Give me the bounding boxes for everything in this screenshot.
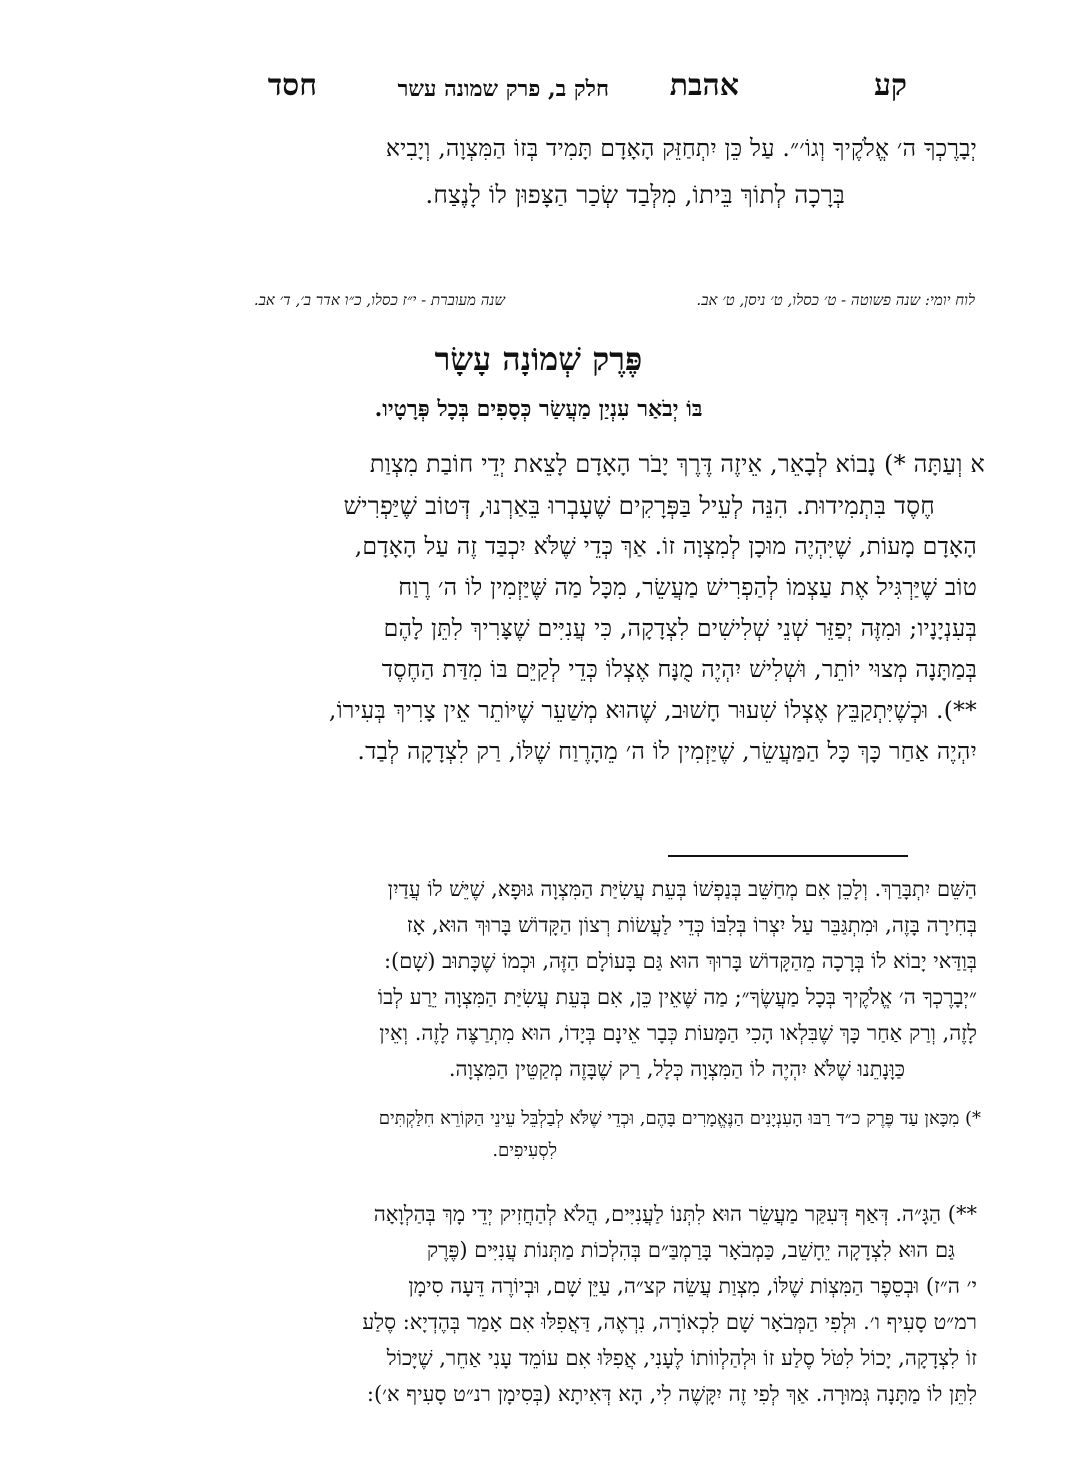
footnote-line-1: הַשֵּׁם יִתְבָּרַךְ. וְלָכֵן אִם מְחַשֵּׁב בְּנַפְשׁוֹ בְּעֵת עֲשִׂיַּת הַמִּצְוָה גּוּפָא, שֶׁיֵּשׁ לוֹ עֲדַיִן — [387, 877, 977, 901]
footnote-line-2: בְּחִירָה בָּזֶה, וּמִתְגַּבֵּר עַל יִצְרוֹ בְּלִבּוֹ כְּדֵי לַעֲשׂוֹת רְצוֹן הַקָּדוֹשׁ בָּרוּךְ הוּא, אָז — [406, 913, 977, 937]
chapter-subtitle: בּוֹ יְבֹאַר עִנְיַן מַעֲשַׂר כְּסָפִים בְּכָל פְּרָטָיו. — [374, 396, 703, 422]
note-double-line-5: זוֹ לִצְדָקָה, יָכוֹל לִטֹּל סֶלַע זוֹ וּלְהַלְווֹתוֹ לֶעָנִי, אֲפִלּוּ אִם עוֹמֵד עָנִי אַחֵר, שֶׁיָּכוֹל — [386, 1346, 977, 1370]
chapter-title: פֶּרֶק שְׁמוֹנָה עָשָׂר — [434, 340, 643, 378]
header-section: אהבת — [669, 68, 739, 103]
header-part-chapter: חלק ב, פרק שמונה עשר — [397, 76, 609, 102]
body-line-7: **). וּכְשֶׁיִּתְקַבֵּץ אֶצְלוֹ שִׁעוּר חָשׁוּב, שֶׁהוּא מְשַׁעֵר שֶׁיּוֹתֵר אֵין צָרִיךְ בְּעִירוֹ, — [328, 696, 977, 724]
luach-schedule: לוח יומי: שנה פשוטה - ט׳ כסלו, ט׳ ניסן, ט׳ אב. — [696, 291, 975, 309]
footnote-separator — [668, 855, 908, 857]
footnote-line-5: לָזֶה, וְרַק אַחַר כָּךְ שֶׁבִּלְאו הָכִי הַמָּעוֹת כְּבָר אֵינָם בְּיָדוֹ, הוּא מִתְרַצֶּה לָזֶה. וְאֵין — [379, 1021, 977, 1045]
body-line-5: בְּעִנְיָנָיו; וּמִזֶּה יְפַזֵּר שְׁנֵי שְׁלִישִׁים לִצְדָקָה, כִּי עֲנִיִּים שֶׁצָּרִיךְ לִתֵּן לָהֶם — [383, 614, 977, 642]
body-line-1: א וְעַתָּה *) נָבוֹא לְבָאֵר, אֵיזֶה דֶּרֶךְ יָבֹר הָאָדָם לָצֵאת יְדֵי חוֹבַת מִצְוַת — [369, 450, 985, 478]
footnote-line-4: ״יְבָרֶכְךָ ה׳ אֱלֹקֶיךָ בְּכָל מַעֲשֶׂךָ״; מַה שֶּׁאֵין כֵּן, אִם בְּעֵת עֲשִׂיַּת הַמִּצְוָה יֵרַע לְבוֹ — [377, 985, 977, 1009]
note-star-line-1: *) מִכָּאן עַד פֶּרֶק כ״ד רַבּוּ הָעִנְיָנִים הַנֶּאֱמָרִים בָּהֶם, וּכְדֵי שֶׁלֹּא לְבַלְבֵּל עֵינֵי הַקּוֹרֵא חִלַּקְתִּים — [378, 1108, 981, 1129]
note-star-line-2: לִסְעִיפִים. — [492, 1140, 557, 1161]
footnote-line-6: כַּוָּנָתֵנוּ שֶׁלֹּא יִהְיֶה לוֹ הַמִּצְוָה כְּלָל, רַק שֶׁבָּזֶה מְקַטֵּין הַמִּצְוָה. — [448, 1057, 905, 1081]
footnote-line-3: בְּוַדַּאי יָבוֹא לוֹ בְּרָכָה מֵהַקָּדוֹשׁ בָּרוּךְ הוּא גַּם בָּעוֹלָם הַזֶּה, וּכְמוֹ שֶׁכָּתוּב (שָׁם): — [383, 949, 977, 973]
page-number: קע — [873, 68, 907, 103]
note-double-line-4: רמ״ט סָעִיף ו׳. וּלְפִי הַמְּבֹאָר שָׁם לִכְאוֹרָה, נִרְאֶה, דַּאֲפִלּוּ אִם אָמַר בְּהֶדְיָא: סֶלַע — [362, 1310, 977, 1334]
header-book: חסד — [267, 68, 317, 103]
body-line-2: חֶסֶד בִּתְמִידוּת. הִנֵּה לְעֵיל בַּפְּרָקִים שֶׁעָבְרוּ בֵּאַרְנוּ, דְּטוֹב שֶׁיַּפְרִישׁ — [343, 491, 935, 520]
body-line-6: בְּמַתָּנָה מְצוּי יוֹתֵר, וּשְׁלִישׁ יִהְיֶה מֻנָּח אֶצְלוֹ כְּדֵי לְקַיֵּם בּוֹ מִדַּת הַחֶסֶד — [381, 655, 977, 683]
body-line-8: יִהְיֶה אַחַר כָּךְ כָּל הַמַּעֲשֵׂר, שֶׁיַּזְמִין לוֹ ה׳ מֵהָרֶוַח שֶׁלּוֹ, רַק לִצְדָקָה לְבַד. — [357, 737, 977, 765]
top-line-2: בְּרָכָה לְתוֹךְ בֵּיתוֹ, מִלְּבַד שְׂכַר הַצָּפוּן לוֹ לָנֶצַח. — [425, 180, 845, 209]
body-line-4: טוֹב שֶׁיַּרְגִּיל אֶת עַצְמוֹ לְהַפְרִישׁ מַעֲשֵׂר, מִכָּל מַה שֶּׁיַּזְמִין לוֹ ה׳ רֶוַח — [398, 573, 977, 601]
body-line-3: הָאָדָם מָעוֹת, שֶׁיִּהְיֶה מוּכָן לְמִצְוָה זוֹ. אַךְ כְּדֵי שֶׁלֹּא יִכְבַּד זֶה עַל הָאָדָם, — [354, 532, 977, 560]
note-double-line-6: לִתֵּן לוֹ מַתָּנָה גְּמוּרָה. אַךְ לְפִי זֶה יִקָּשֶׁה לִי, הָא דְּאִיתָא (בְּסִימָן רנ״ט סָעִיף א׳): — [366, 1382, 977, 1406]
note-double-line-2: גַּם הוּא לִצְדָקָה יֵחָשֵׁב, כַּמְבֹאָר בָּרַמְבַּ״ם בְּהִלְכוֹת מַתְּנוֹת עֲנִיִּים (פֶּרֶק — [426, 1238, 955, 1262]
note-double-line-3: י׳ ה״ז) וּבְסֵפֶר הַמִּצְוֹת שֶׁלּוֹ, מִצְוַת עֲשֵׂה קצ״ה, עַיֵּן שָׁם, וּבְיוֹרֶה דֵּעָה סִימָן — [408, 1274, 977, 1298]
luach-leap-year: שנה מעוברת - י״ז כסלו, כ״ו אדר ב׳, ד׳ אב. — [253, 291, 505, 309]
top-line-1: יְבָרֶכְךָ ה׳ אֱלֹקֶיךָ וְגוֹ׳״. עַל כֵּן יִתְחַזֵּק הָאָדָם תָּמִיד בְּזוֹ הַמִּצְוָה, וְיָבִיא — [385, 134, 977, 162]
note-double-line-1: **) הַגָּ״ה. דְּאַף דְּעִקַּר מַעֲשֵׂר הוּא לִתְּנוֹ לַעֲנִיִּים, הֲלֹא לְהַחֲזִיק יְדֵי מָךְ בְּהַלְוָאָה — [373, 1202, 977, 1226]
